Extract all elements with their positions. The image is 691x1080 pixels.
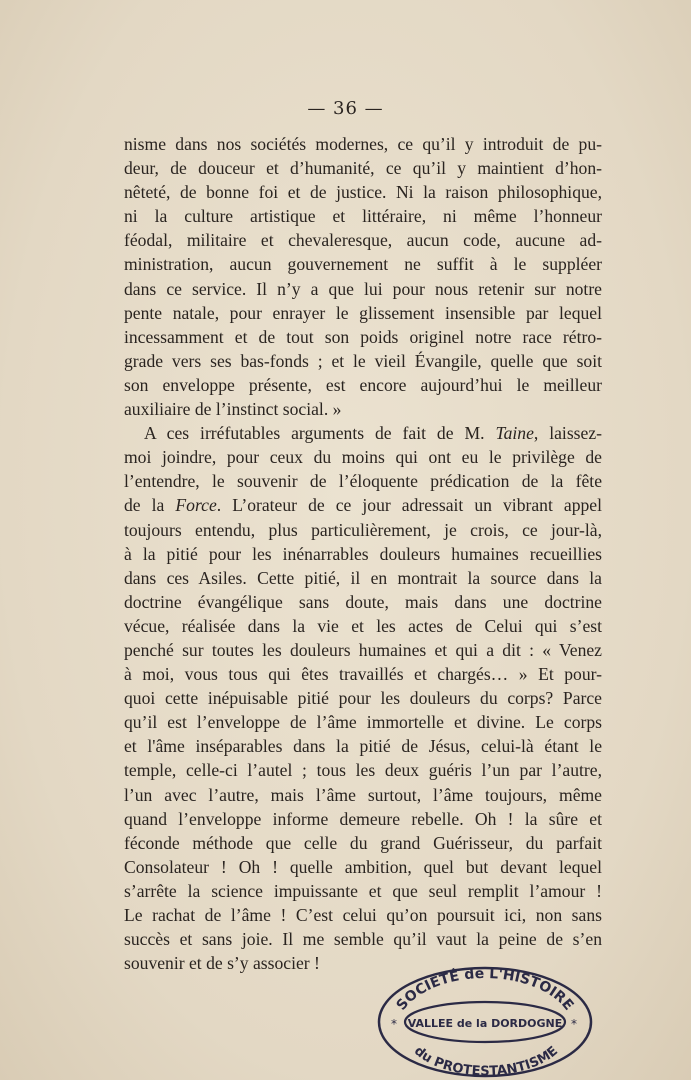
text-segment: . L’orateur de ce jour adressait un vibrant appel <box>216 495 602 516</box>
text-line: s’arrête la science impuissante et que seul remplit l’amour ! <box>124 880 602 901</box>
text-line: grade vers ses bas-fonds ; et le vieil Évangile, quelle que soit <box>124 350 602 371</box>
text-segment: de la <box>124 495 176 516</box>
text-line: ministration, aucun gouvernement ne suffit à le suppléer <box>124 254 602 275</box>
text-line: toujours entendu, plus particulièrement, je crois, ce jour-là, <box>124 519 602 540</box>
text-line: nêteté, de bonne foi et de justice. Ni la raison philosophique, <box>124 182 602 203</box>
text-line: souvenir et de s’y associer ! <box>124 953 320 974</box>
page-number: — 36 — <box>307 98 384 119</box>
text-line <box>124 493 602 517</box>
text-line: féconde méthode que celle du grand Guérisseur, du parfait <box>124 832 602 853</box>
text-line: deur, de douceur et d’humanité, ce qu’il y maintient d’hon- <box>124 158 602 179</box>
text-line: temple, celle-ci l’autel ; tous les deux guéris l’un par l’autre, <box>124 760 602 781</box>
text-line: vécue, réalisée dans la vie et les actes de Celui qui s’est <box>124 615 602 636</box>
stamp-bottom-text: du PROTESTANTISME <box>411 1043 561 1078</box>
text-line: Consolateur ! Oh ! quelle ambition, quel but devant lequel <box>124 856 602 877</box>
text-segment: A ces irréfutables arguments de fait de M. <box>144 423 496 444</box>
text-line: nisme dans nos sociétés modernes, ce qu’il y introduit de pu- <box>124 134 602 154</box>
text-line: à moi, vous tous qui êtes travaillés et chargés… » Et pour- <box>124 664 602 685</box>
text-line: dans ce service. Il n’y a que lui pour nous retenir sur notre <box>124 278 602 299</box>
text-line: féodal, militaire et chevaleresque, aucun code, aucune ad- <box>124 230 602 251</box>
stamp-star-left: * <box>391 1017 397 1031</box>
text-line: incessamment et de tout son poids originel notre race rétro- <box>124 326 602 347</box>
text-line: quand l’enveloppe informe demeure rebelle. Oh ! la sûre et <box>124 808 602 829</box>
text-line: l’un avec l’autre, mais l’âme surtout, l’âme toujours, même <box>124 784 602 805</box>
text-line: Le rachat de l’âme ! C’est celui qu’on poursuit ici, non sans <box>124 905 602 925</box>
text-line: et l'âme inséparables dans la pitié de Jésus, celui-là étant le <box>124 736 602 757</box>
text-line: pente natale, pour enrayer le glissement insensible par lequel <box>124 302 602 323</box>
stamp-star-right: * <box>571 1017 577 1031</box>
text-segment: , laissez- <box>533 423 602 444</box>
text-line: moi joindre, pour ceux du moins qui ont eu le privilège de <box>124 447 602 468</box>
text-line: ni la culture artistique et littéraire, ni même l’honneur <box>124 206 602 227</box>
library-stamp <box>375 960 593 1078</box>
stamp-top-text: SOCIÉTÉ de L'HISTOIRE <box>393 965 577 1014</box>
text-line: auxiliaire de l’instinct social. » <box>124 399 342 420</box>
stamp-center-text: VALLEE de la DORDOGNE <box>407 1017 563 1030</box>
text-line: son enveloppe présente, est encore aujourd’hui le meilleur <box>124 374 602 395</box>
italic-name: Taine <box>495 423 534 444</box>
text-line: dans ces Asiles. Cette pitié, il en montrait la source dans la <box>124 567 602 588</box>
italic-name: Force <box>175 495 217 516</box>
text-line: succès et sans joie. Il me semble qu’il vaut la peine de s’en <box>124 929 602 950</box>
text-line: à la pitié pour les inénarrables douleurs humaines recueillies <box>124 543 602 564</box>
body-text <box>124 132 602 975</box>
text-line: quoi cette inépuisable pitié pour les douleurs du corps? Parce <box>124 688 602 709</box>
text-line: qu’il est l’enveloppe de l’âme immortelle et divine. Le corps <box>124 712 602 733</box>
text-line <box>124 421 602 445</box>
text-line: l’entendre, le souvenir de l’éloquente prédication de la fête <box>124 471 602 492</box>
text-line: doctrine évangélique sans doute, mais dans une doctrine <box>124 591 602 612</box>
text-line: penché sur toutes les douleurs humaines et qui a dit : « Venez <box>124 639 602 660</box>
